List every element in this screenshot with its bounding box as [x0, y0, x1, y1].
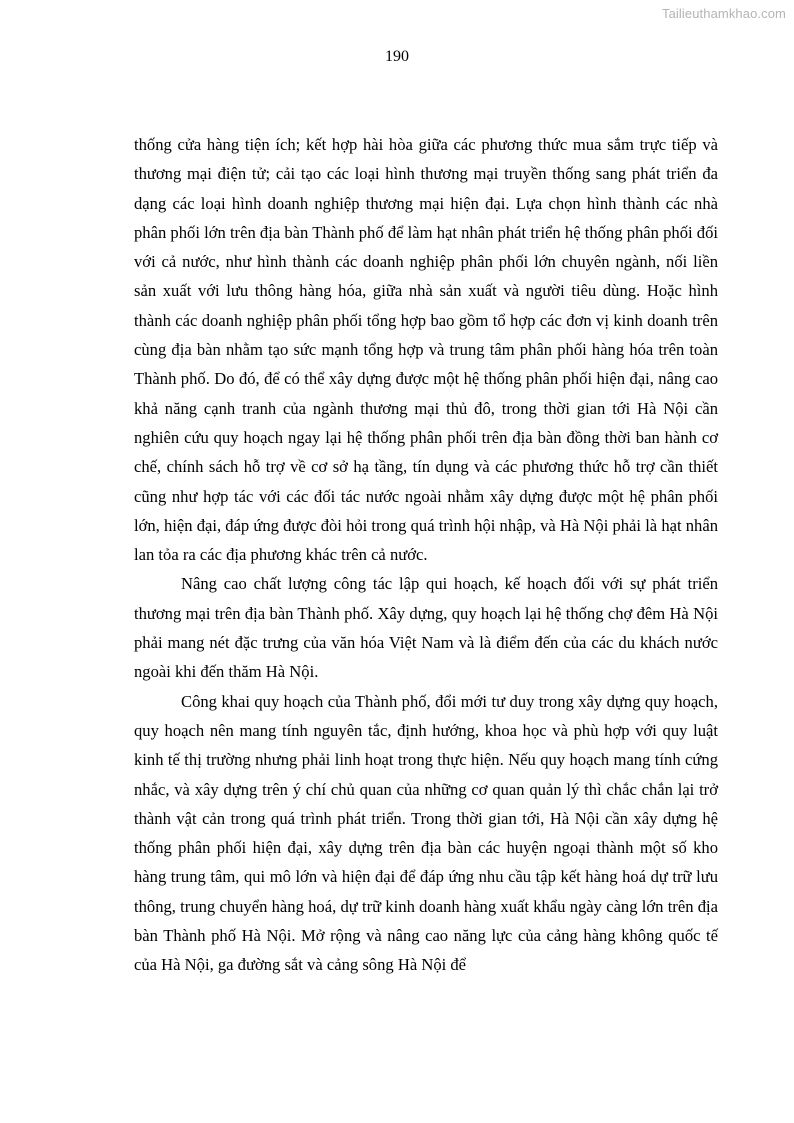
paragraph-continued: thống cửa hàng tiện ích; kết hợp hài hòa giữa các phương thức mua sắm trực tiếp và thương mại điện tử; cải tạo các loại hình thương mại truyền thống sang phát triển đa dạng các loại hình doanh nghiệp thương mại hiện đại. Lựa chọn hình thành các nhà phân phối lớn trên địa bàn Thành phố để làm hạt nhân phát triển hệ thống phân phối đối với cả nước, như hình thành các doanh nghiệp phân phối lớn chuyên ngành, nối liền sản xuất với lưu thông hàng hóa, giữa nhà sản xuất và người tiêu dùng. Hoặc hình thành các doanh nghiệp phân phối tổng hợp bao gồm tổ hợp các đơn vị kinh doanh trên cùng địa bàn nhằm tạo sức mạnh tổng hợp và trung tâm phân phối hàng hóa trên toàn Thành phố. Do đó, để có thể xây dựng được một hệ thống phân phối hiện đại, nâng cao khả năng cạnh tranh của ngành thương mại thủ đô, trong thời gian tới Hà Nội cần nghiên cứu quy hoạch ngay lại hệ thống phân phối trên địa bàn đồng thời ban hành cơ chế, chính sách hỗ trợ về cơ sở hạ tầng, tín dụng và các phương thức hỗ trợ cần thiết cũng như hợp tác với các đối tác nước ngoài nhằm xây dựng được một hệ phân phối lớn, hiện đại, đáp ứng được đòi hỏi trong quá trình hội nhập, và Hà Nội phải là hạt nhân lan tỏa ra các địa phương khác trên cả nước.: [134, 135, 718, 565]
paragraph-public-planning: Công khai quy hoạch của Thành phố, đổi mới tư duy trong xây dựng quy hoạch, quy hoạch nên mang tính nguyên tắc, định hướng, khoa học và phù hợp với quy luật kinh tế thị trường nhưng phải linh hoạt trong thực hiện. Nếu quy hoạch mang tính cứng nhắc, và xây dựng trên ý chí chủ quan của những cơ quan quản lý thì chắc chắn lại trở thành vật cản trong quá trình phát triển. Trong thời gian tới, Hà Nội cần xây dựng hệ thống phân phối hiện đại, xây dựng trên địa bàn các huyện ngoại thành một số kho hàng trung tâm, qui mô lớn và hiện đại để đáp ứng nhu cầu tập kết hàng hoá dự trữ lưu thông, trung chuyển hàng hoá, dự trữ kinh doanh hàng xuất khẩu ngày càng lớn trên địa bàn Thành phố Hà Nội. Mở rộng và nâng cao năng lực của cảng hàng không quốc tế của Hà Nội, ga đường sắt và cảng sông Hà Nội để: [134, 691, 718, 975]
body-text: [134, 130, 718, 980]
page-number: 190: [385, 48, 409, 65]
watermark-text: Tailieuthamkhao.com: [661, 6, 786, 21]
paragraph-planning-quality: Nâng cao chất lượng công tác lập qui hoạch, kế hoạch đối với sự phát triển thương mại trên địa bàn Thành phố. Xây dựng, quy hoạch lại hệ thống chợ đêm Hà Nội phải mang nét đặc trưng của văn hóa Việt Nam và là điểm đến của các du khách nước ngoài khi đến thăm Hà Nội.: [134, 574, 718, 682]
